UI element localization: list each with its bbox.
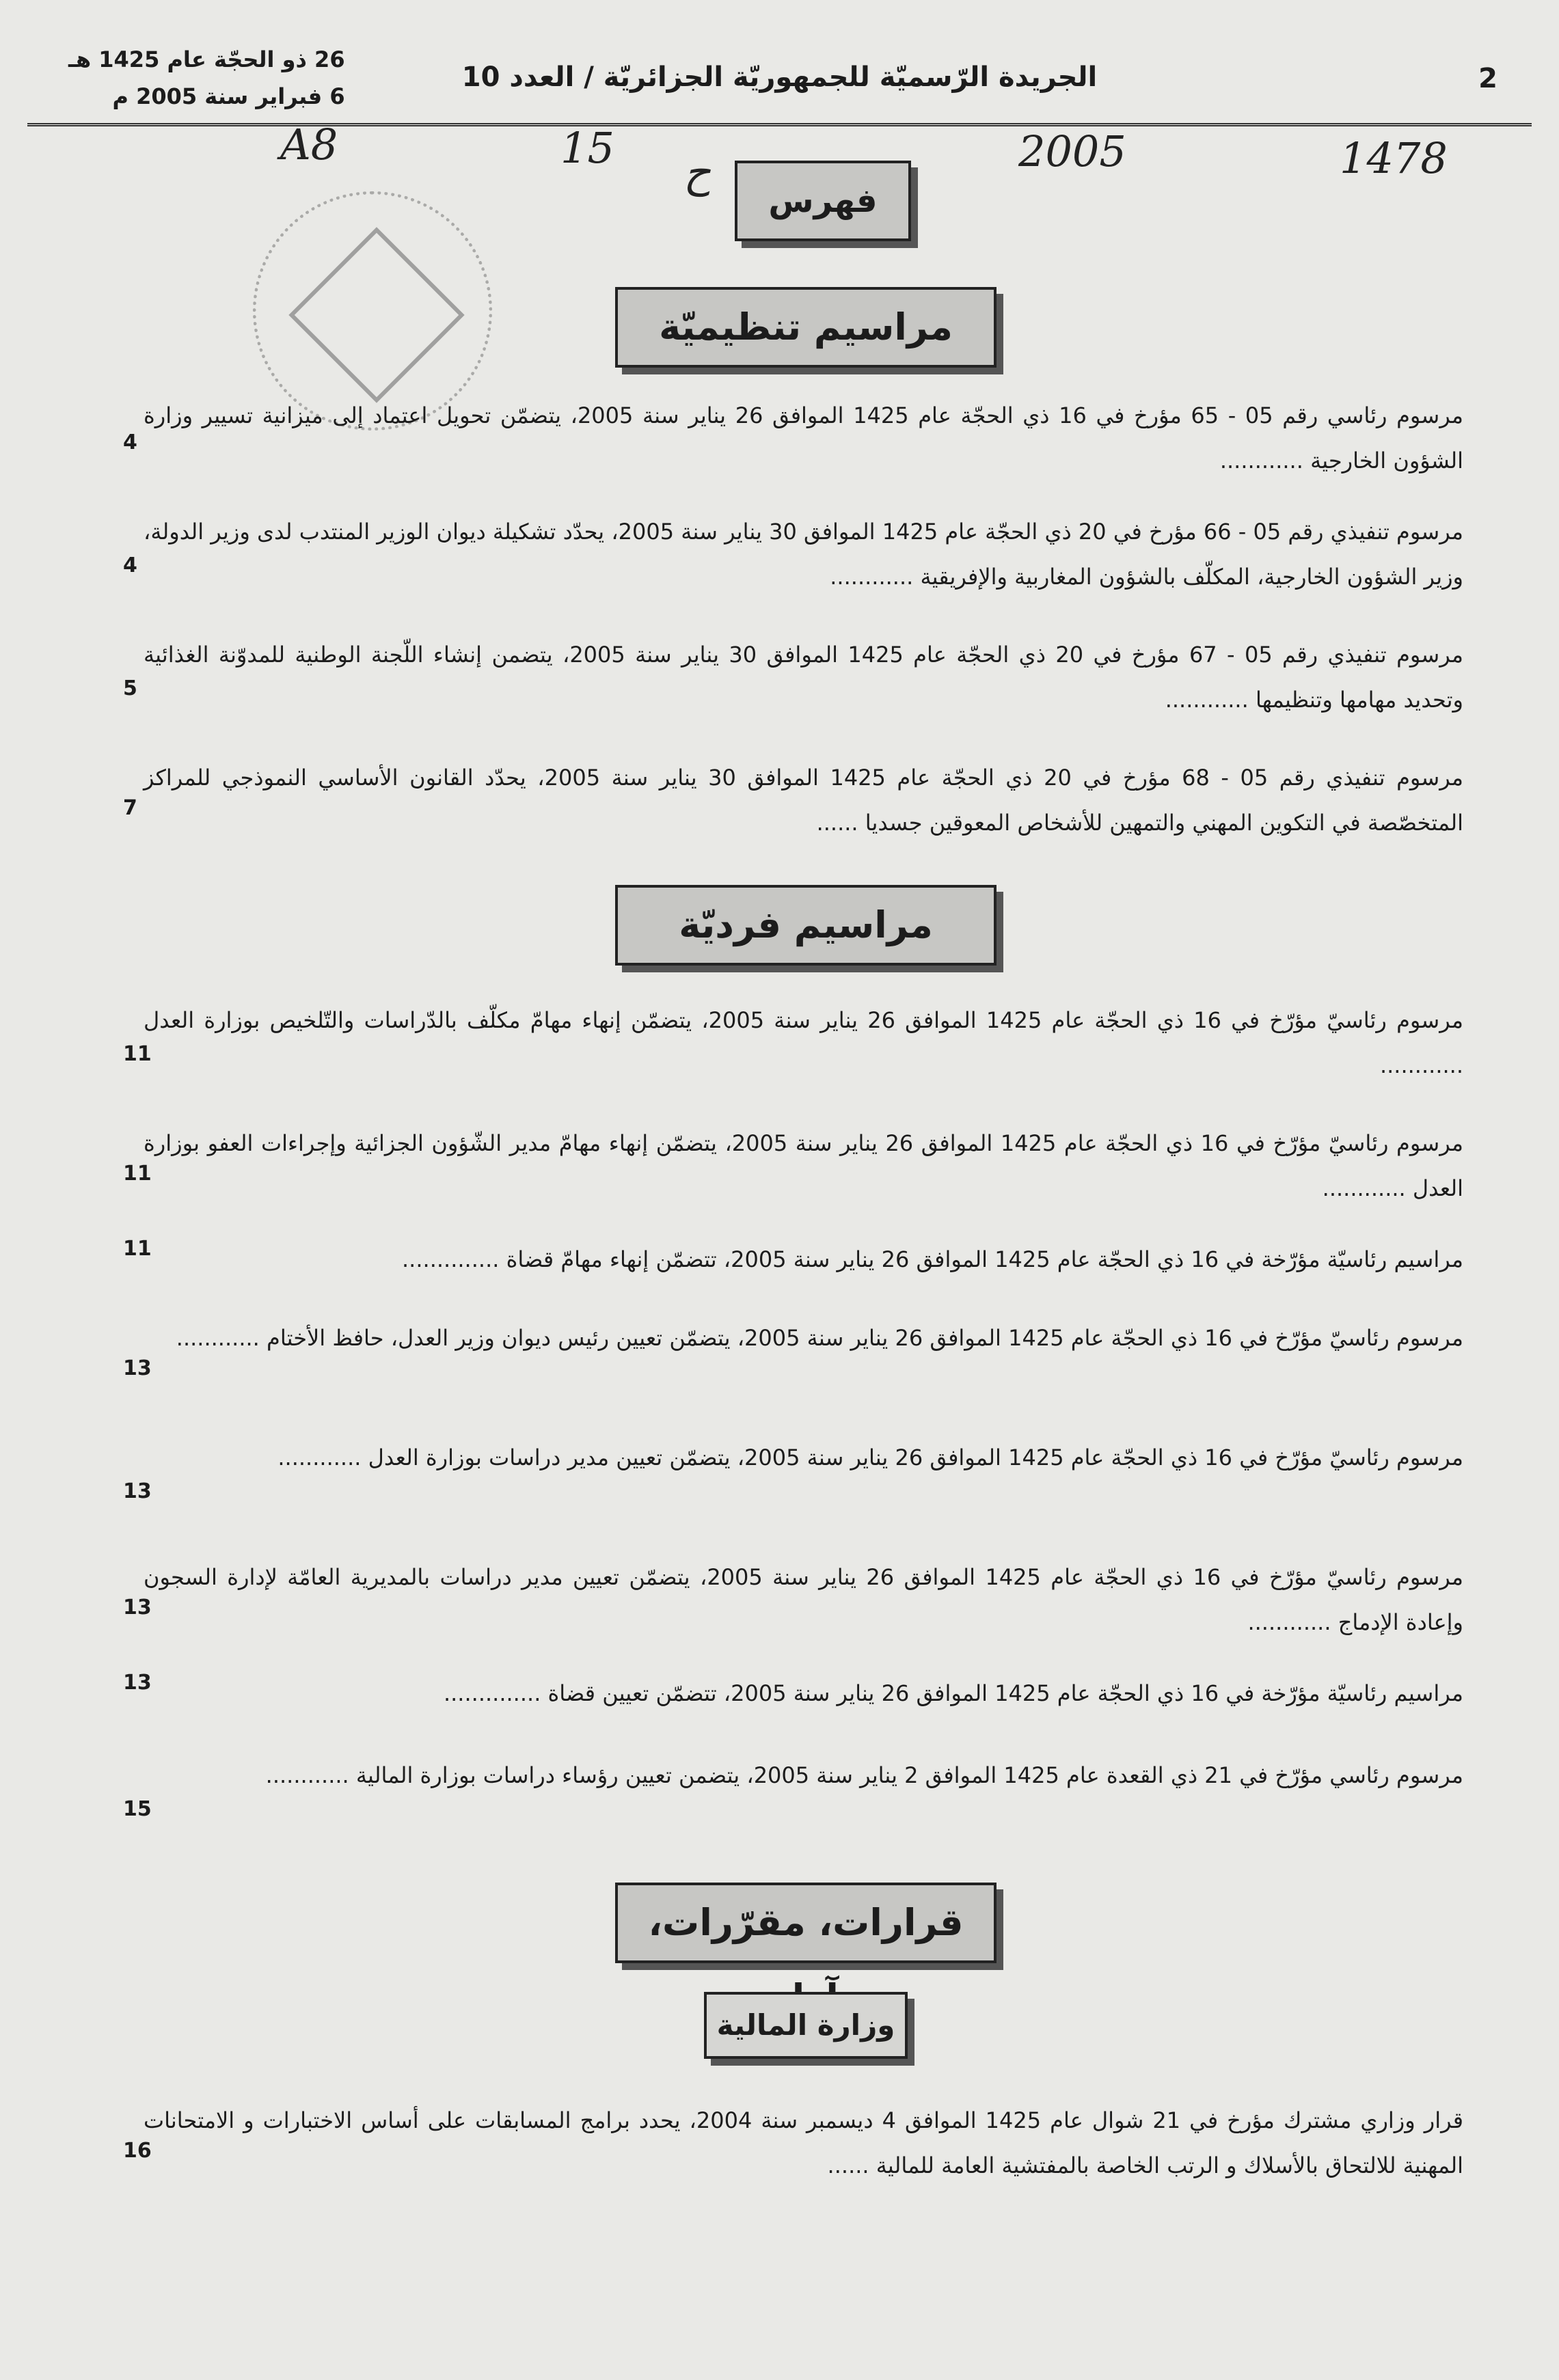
toc-entry: مراسيم رئاسيّة مؤرّخة في 16 ذي الحجّة عام 1425 الموافق 26 يناير سنة 2005، تتضمّن إنهاء مهامّ قضاة .............. xyxy=(402,1246,1463,1272)
toc-page-number: 13 xyxy=(123,1671,152,1695)
toc-page-number: 11 xyxy=(123,1237,152,1261)
section-title-regulatory: مراسيم تنظيميّة xyxy=(615,287,997,368)
handwritten-ref2: 15 xyxy=(560,123,614,173)
handwritten-ref3: ح xyxy=(683,147,711,197)
toc-page-number: 16 xyxy=(123,2139,152,2163)
handwritten-year: 2005 xyxy=(1018,126,1126,176)
section-title-decisions: قرارات، مقرّرات، xyxy=(615,1883,997,1963)
toc-page-number: 7 xyxy=(123,796,137,820)
handwritten-number: 1478 xyxy=(1340,133,1448,183)
toc-page-number: 13 xyxy=(123,1596,152,1619)
toc-entry: مرسوم رئاسيّ مؤرّخ في 16 ذي الحجّة عام 1425 الموافق 26 يناير سنة 2005، يتضمّن تعيين مدير دراسات بالمديرية العامّة لإدارة السجون وإعادة الإدماج ............ xyxy=(144,1564,1464,1635)
toc-page-number: 4 xyxy=(123,553,137,577)
toc-page-number: 4 xyxy=(123,430,137,454)
handwritten-ref1: A8 xyxy=(280,120,338,169)
date-gregorian: 6 فبراير سنة 2005 م xyxy=(112,83,345,109)
toc-page-number: 11 xyxy=(123,1042,152,1066)
toc-page-number: 13 xyxy=(123,1479,152,1503)
page-header xyxy=(27,27,1532,126)
subsection-ministry-finance: وزارة المالية xyxy=(704,1992,908,2059)
toc-entry: مرسوم رئاسيّ مؤرّخ في 16 ذي الحجّة عام 1425 الموافق 26 يناير سنة 2005، يتضمّن إنهاء مهامّ مدير الشّؤون الجزائية وإجراءات العفو بوزارة العدل ............ xyxy=(144,1130,1463,1201)
toc-entry: مرسوم رئاسيّ مؤرّخ في 16 ذي الحجّة عام 1425 الموافق 26 يناير سنة 2005، يتضمّن إنهاء مهامّ مكلّف بالدّراسات والتّلخيص بوزارة العدل ............ xyxy=(144,1007,1464,1078)
section-title-individual: مراسيم فرديّة xyxy=(615,885,997,966)
toc-entry: مراسيم رئاسيّة مؤرّخة في 16 ذي الحجّة عام 1425 الموافق 26 يناير سنة 2005، تتضمّن تعيين قضاة .............. xyxy=(443,1680,1463,1706)
toc-entry: مرسوم رئاسيّ مؤرّخ في 16 ذي الحجّة عام 1425 الموافق 26 يناير سنة 2005، يتضمّن تعيين مدير دراسات بوزارة العدل ............ xyxy=(277,1445,1463,1471)
toc-page-number: 11 xyxy=(123,1162,152,1186)
toc-entry: مرسوم تنفيذي رقم 05 - 68 مؤرخ في 20 ذي الحجّة عام 1425 الموافق 30 يناير سنة 2005، يحدّد القانون الأساسي النموذجي للمراكز المتخصّصة في التكوين المهني والتمهين للأشخاص المعوقين جسديا ...... xyxy=(144,765,1464,836)
toc-page-number: 15 xyxy=(123,1797,152,1821)
toc-entry: مرسوم تنفيذي رقم 05 - 67 مؤرخ في 20 ذي الحجّة عام 1425 الموافق 30 يناير سنة 2005، يتضمن إنشاء اللّجنة الوطنية للمدوّنة الغذائية وتحديد مهامها وتنظيمها ............ xyxy=(144,642,1464,713)
toc-entry: مرسوم تنفيذي رقم 05 - 66 مؤرخ في 20 ذي الحجّة عام 1425 الموافق 30 يناير سنة 2005، يحدّد تشكيلة ديوان الوزير المنتدب لدى وزير الدولة، وزير الشؤون الخارجية، المكلّف بالشؤون المغاربية والإفريقية ............ xyxy=(144,519,1463,590)
toc-entry: مرسوم رئاسي رقم 05 - 65 مؤرخ في 16 ذي الحجّة عام 1425 الموافق 26 يناير سنة 2005، يتضمّن تحويل اعتماد إلى ميزانية تسيير وزارة الشؤون الخارجية ............ xyxy=(144,402,1464,474)
gazette-title: الجريدة الرّسميّة للجمهوريّة الجزائريّة / العدد 10 xyxy=(461,61,1098,93)
toc-entry: مرسوم رئاسي مؤرّخ في 21 ذي القعدة عام 1425 الموافق 2 يناير سنة 2005، يتضمن تعيين رؤساء دراسات بوزارة المالية ............ xyxy=(265,1762,1463,1788)
page-number: 2 xyxy=(1478,63,1497,94)
toc-page-number: 13 xyxy=(123,1356,152,1380)
date-hijri: 26 ذو الحجّة عام 1425 هـ xyxy=(68,46,345,72)
toc-entry: قرار وزاري مشترك مؤرخ في 21 شوال عام 1425 الموافق 4 ديسمبر سنة 2004، يحدد برامج المسابقات على أساس الاختبارات و الامتحانات المهنية للالتحاق بالأسلاك و الرتب الخاصة بالمفتشية العامة للمالية ...... xyxy=(144,2107,1464,2178)
toc-title: فهرس xyxy=(735,161,911,241)
toc-entry: مرسوم رئاسيّ مؤرّخ في 16 ذي الحجّة عام 1425 الموافق 26 يناير سنة 2005، يتضمّن تعيين رئيس ديوان وزير العدل، حافظ الأختام ............ xyxy=(176,1325,1463,1351)
toc-page-number: 5 xyxy=(123,676,137,700)
